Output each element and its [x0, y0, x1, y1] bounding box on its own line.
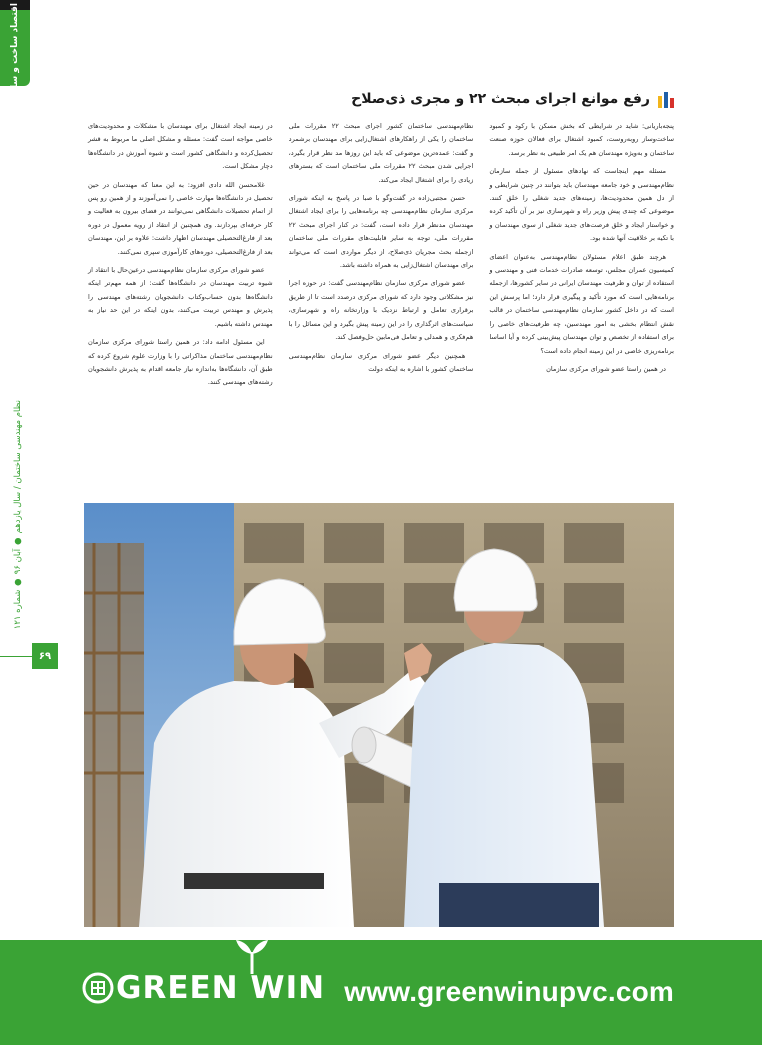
section-label: اقتصاد ساخت و ساز: [10, 2, 20, 94]
paragraph: غلامحسن الله دادی افزود: به این معنا که مهندسان در حین تحصیل در دانشگاه‌ها مهارت خاصی را نمی‌آموزند و از همین رو پس از اتمام تحصیلات دانشگاهی نمی‌توانند در فضای بیرون به فعالیت و کار حرفه‌ای بپردازند. وی همچنین از انتقاد از رویه معمول در دوره بعد از فارغ‌التحصیلی مهندسان اظهار داشت: علاوه بر این، مهندسان بعد از فارغ‌التحصیلی، دوره‌های کارآموزی سپری نمی‌کنند.: [87, 180, 273, 256]
article-title: رفع موانع اجرای مبحث ۲۲ و مجری ذی‌صلاح: [351, 91, 650, 107]
article-headline: [351, 90, 674, 108]
page-number-rule: [0, 656, 32, 657]
paragraph: هرچند طبق اعلام مسئولان نظام‌مهندسی به‌عنوان اعضای کمیسیون عمران مجلس، توسعه صادرات خدمات فنی و مهندسی و استفاده از توان و ظرفیت مهندسان ایرانی در سایر کشورها، ازجمله برنامه‌هایی است که مورد تأکید و پیگیری قرار دارد؛ اما پرسش این است که در داخل کشور سازمان نظام‌مهندسی ساختمان در قالب نقش انتظام بخشی به امور مهندسین، چه ظرفیت‌های خاصی را برای استفاده از تخصص و توان مهندسان پیش‌بینی کرده و آیا اساسا برنامه‌ریزی خاصی در این زمینه انجام داده است؟: [489, 252, 674, 355]
paragraph: این مسئول ادامه داد: در همین راستا شورای مرکزی سازمان نظام‌مهندسی ساختمان مذاکراتی را با وزارت علوم شروع کرده که طبق آن، دانشگاه‌ها به‌اندازه نیاز جامعه اقدام به پذیرش دانشجویان رشته‌های مهندسی کنند.: [87, 338, 273, 387]
issue-line-text: نظام مهندسی ساختمان / سال یازدهم ● آبان ۹۶ ● شماره ۱۲۱: [13, 400, 23, 630]
paragraph: عضو شورای مرکزی سازمان نظام‌مهندسی گفت: در حوزه اجرا نیز مشکلاتی وجود دارد که شورای مرکزی درصدد است تا از طریق برقراری تعامل و ارتباط نزدیک با وزارتخانه راه و شهرسازی، سیاست‌های اثرگذاری را در این زمینه پیش بگیرد و این مسائل را با هم‌فکری و همدلی و تعامل فی‌مابین حل‌وفصل کند.: [288, 279, 474, 342]
column-3: [88, 120, 273, 490]
paragraph: عضو شورای مرکزی سازمان نظام‌مهندسی درعین‌حال با انتقاد از شیوه تربیت مهندسان در دانشگاه‌ها گفت: از همه مهم‌تر اینکه دانشگاه‌ها بدون حساب‌وکتاب دانشجویان رشته‌های مهندسی را پذیرش و مهندس تربیت می‌کنند، بدون اینکه در این حد نیاز به مهندس داشته باشیم.: [87, 266, 273, 328]
leaf-sprout-icon: [232, 936, 272, 976]
website-url[interactable]: www.greenwinupvc.com: [344, 976, 674, 1007]
column-1: [489, 120, 674, 490]
paragraph: پنجه‌باریانی: شاید در شرایطی که بخش مسکن با رکود و کمبود ساخت‌وساز روبه‌روست، کمبود اشتغال برای فعالان حوزه صنعت ساختمان و به‌ویژه مهندسان هم یک امر طبیعی به نظر برسد.: [489, 122, 674, 157]
green-win-logo: [82, 970, 325, 1006]
paragraph: همچنین دیگر عضو شورای مرکزی سازمان نظام‌مهندسی ساختمان کشور با اشاره به اینکه دولت: [288, 351, 474, 373]
article-body: [88, 120, 674, 490]
engineers-illustration: [84, 503, 674, 927]
paragraph: حسن مجتبی‌زاده در گفت‌وگو با صبا در پاسخ به اینکه شورای مرکزی سازمان نظام‌مهندسی چه برنامه‌هایی را برای ایجاد اشتغال مهندسان مدنظر قرار داده است، گفت: در کنار اجرای مبحث ۲۲ مقررات ملی، توجه به سایر قابلیت‌های مقررات ملی ساختمان ازجمله بحث مجریان ذی‌صلاح، از دیگر مواردی است که می‌تواند برای مهندسان اشتغال‌زایی به همراه داشته باشد.: [288, 194, 474, 270]
paragraph: نظام‌مهندسی ساختمان کشور اجرای مبحث ۲۲ مقررات ملی ساختمان را یکی از راهکارهای اشتغال‌زایی برای مهندسان برشمرد و گفت: عمده‌ترین موضوعی که باید این روزها مد نظر قرار بگیرد، اجرایی شدن مبحث ۲۲ مقررات ملی ساختمان است که بسترهای زیادی را برای اشتغال ایجاد می‌کند.: [288, 122, 474, 184]
page-number: ۶۹: [32, 643, 58, 669]
bar-chart-icon: [656, 90, 674, 108]
paragraph: در زمینه ایجاد اشتغال برای مهندسان با مشکلات و محدودیت‌های خاصی مواجه است گفت: مسئله و مشکل اصلی ما مربوط به قشر تحصیل‌کرده و دانشگاهی کشور است و شیوه آموزش در دانشگاه‌ها دچار مشکل است.: [87, 122, 273, 171]
paragraph: در همین راستا عضو شورای مرکزی سازمان: [546, 364, 666, 373]
advertisement-footer: [0, 940, 762, 1045]
paragraph: مسئله مهم اینجاست که نهادهای مسئول از جمله سازمان نظام‌مهندسی و خود جامعه مهندسان باید بتوانند در چنین شرایطی و از دل همین محدودیت‌ها، زمینه‌های جدید شغلی را خلق کنند. موضوعی که چندی پیش وزیر راه و شهرسازی نیز بر آن تأکید کرده و خواستار ایجاد و خلق فرصت‌های جدید شغلی از سوی مهندسان و با تکیه بر خلاقیت آنها شده بود.: [489, 167, 674, 243]
column-2: [289, 120, 474, 490]
issue-line: [8, 390, 28, 640]
logo-window-icon: [82, 970, 114, 1006]
section-tab: [0, 2, 30, 94]
engineers-photo: [84, 503, 674, 927]
brand-name: GREEN WIN: [116, 970, 326, 1006]
